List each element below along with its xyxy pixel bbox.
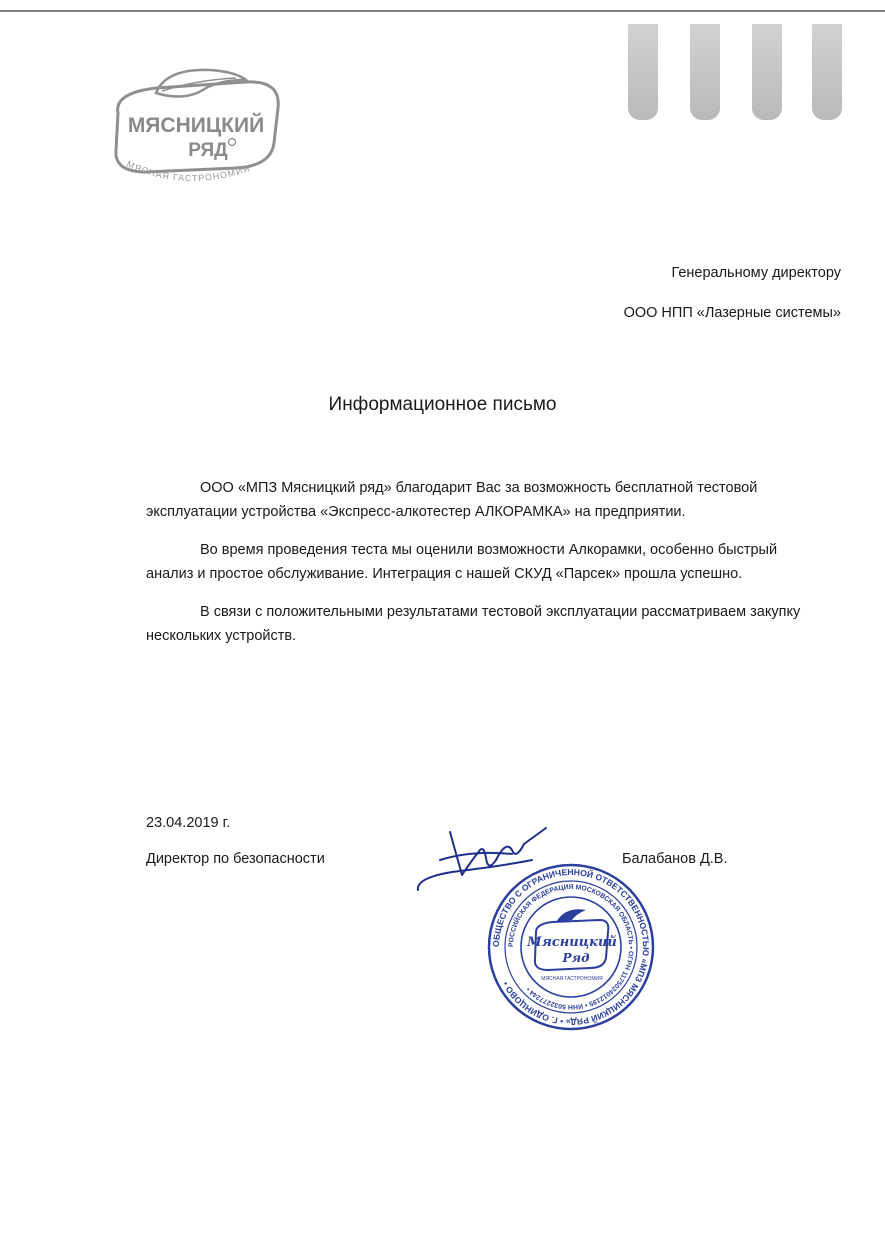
- signatory-name: Балабанов Д.В.: [622, 851, 728, 867]
- paragraph-3-line-2: нескольких устройств.: [146, 628, 297, 644]
- recipient-line2: ООО НПП «Лазерные системы»: [623, 305, 841, 321]
- stamp-center-tagline: МЯСНАЯ ГАСТРОНОМИЯ: [541, 976, 603, 982]
- paragraph-1-line-1: ООО «МПЗ Мясницкий ряд» благодарит Вас за возможность бесплатной тестовой: [200, 480, 758, 496]
- letter-title: Информационное письмо: [328, 394, 557, 415]
- stamp-inner-text: РОССИЙСКАЯ ФЕДЕРАЦИЯ МОСКОВСКАЯ ОБЛАСТЬ • ОГРН 1175024012195 • ИНН 5032277244 •: [507, 883, 635, 1011]
- logo-tagline: МЯСНАЯ ГАСТРОНОМИЯ: [125, 158, 252, 184]
- top-scan-line: [0, 10, 885, 12]
- paragraph-3-line-1: В связи с положительными результатами тестовой эксплуатации рассматриваем закупку: [200, 604, 801, 620]
- company-stamp: [486, 862, 656, 1032]
- letter-date: 23.04.2019 г.: [146, 815, 231, 831]
- logo-brand-line1: МЯСНИЦКИЙ: [127, 114, 265, 137]
- recipient-line1: Генеральному директору: [671, 265, 841, 281]
- paragraph-2-line-1: Во время проведения теста мы оценили возможности Алкорамки, особенно быстрый: [200, 542, 778, 558]
- stamp-outer-text: ОБЩЕСТВО С ОГРАНИЧЕННОЙ ОТВЕТСТВЕННОСТЬЮ «МПЗ МЯСНИЦКИЙ РЯД» • Г. ОДИНЦОВО •: [490, 866, 652, 1028]
- decor-bar: [690, 24, 720, 120]
- decor-bar: [812, 24, 842, 120]
- header-decorative-bars: [628, 24, 848, 120]
- stamp-center-line1: Мясницкий: [527, 935, 617, 950]
- paragraph-1-line-2: эксплуатации устройства «Экспресс-алкотестер АЛКОРАМКА» на предприятии.: [146, 504, 686, 520]
- paragraph-2-line-2: анализ и простое обслуживание. Интеграция с нашей СКУД «Парсек» прошла успешно.: [146, 566, 743, 582]
- registered-mark: [229, 139, 236, 146]
- decor-bar: [628, 24, 658, 120]
- decor-bar: [752, 24, 782, 120]
- logo-brand-line2: РЯД: [188, 140, 228, 161]
- stamp-center-line2: Ряд: [562, 951, 590, 965]
- company-logo: [96, 58, 296, 208]
- signatory-position: Директор по безопасности: [146, 851, 325, 867]
